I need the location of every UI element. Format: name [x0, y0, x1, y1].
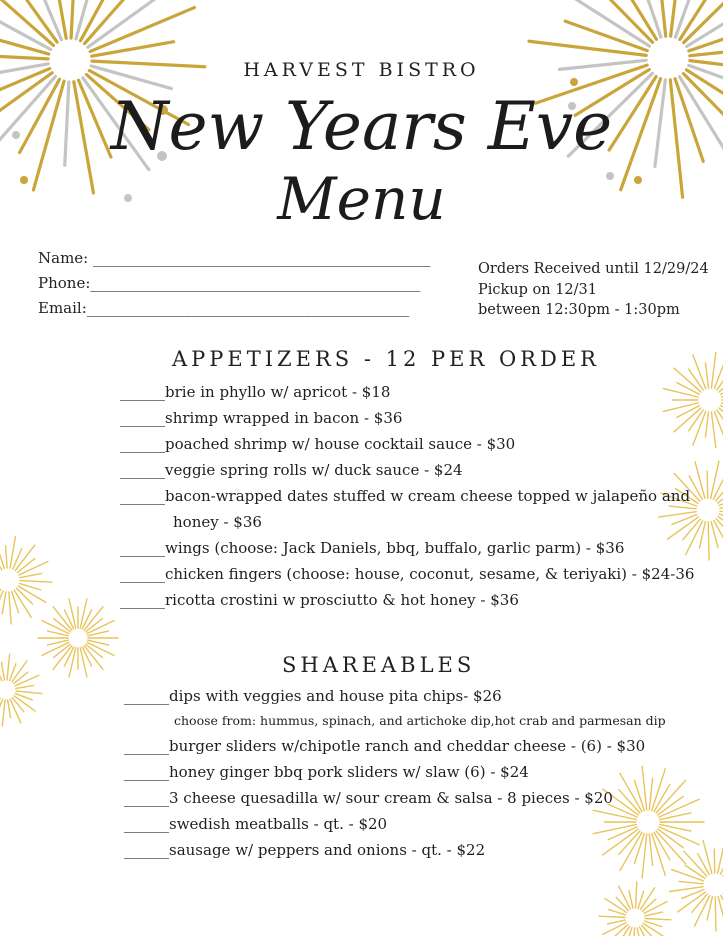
dip-options: choose from: hummus, spinach, and artichoke dip,hot crab and parmesan dip	[174, 713, 666, 728]
menu-item: ______dips with veggies and house pita chips- $26	[124, 687, 502, 705]
appetizers-heading: APPETIZERS - 12 PER ORDER	[172, 347, 600, 371]
shareables-heading: SHAREABLES	[282, 653, 476, 677]
menu-item: ______veggie spring rolls w/ duck sauce - $24	[120, 461, 463, 479]
menu-title-line1: New Years Eve	[110, 88, 613, 165]
firework-right-2	[659, 461, 723, 560]
menu-item: ______brie in phyllo w/ apricot - $18	[120, 383, 391, 401]
menu-item: ______shrimp wrapped in bacon - $36	[120, 409, 403, 427]
menu-item: ______wings (choose: Jack Daniels, bbq, buffalo, garlic parm) - $36	[120, 539, 625, 557]
menu-item: ______burger sliders w/chipotle ranch and cheddar cheese - (6) - $30	[124, 737, 646, 755]
menu-item-continued: honey - $36	[173, 513, 262, 531]
firework-left-3	[0, 654, 42, 726]
pickup-window: between 12:30pm - 1:30pm	[478, 302, 680, 318]
menu-item: ______poached shrimp w/ house cocktail sauce - $30	[120, 435, 516, 453]
firework-left-1	[0, 537, 52, 624]
menu-item: ______bacon-wrapped dates stuffed w cream cheese topped w jalapeño and	[120, 487, 691, 505]
menu-item: ______swedish meatballs - qt. - $20	[124, 815, 388, 833]
firework-left-2	[38, 599, 118, 677]
menu-item: ______ricotta crostini w prosciutto & hot honey - $36	[120, 591, 519, 609]
orders-deadline: Orders Received until 12/29/24	[478, 261, 709, 277]
restaurant-name: HARVEST BISTRO	[243, 59, 480, 81]
phone-field[interactable]: Phone:____________________________________________	[38, 274, 421, 292]
firework-bottom-right-1	[593, 766, 704, 877]
firework-right-1	[663, 352, 723, 447]
pickup-date: Pickup on 12/31	[478, 282, 597, 298]
name-field[interactable]: Name: _____________________________________________	[38, 249, 431, 267]
menu-item: ______3 cheese quesadilla w/ sour cream & salsa - 8 pieces - $20	[124, 789, 613, 807]
firework-bottom-right-3	[599, 882, 671, 936]
menu-item: ______sausage w/ peppers and onions - qt. - $22	[124, 841, 486, 859]
menu-item: ______chicken fingers (choose: house, coconut, sesame, & teriyaki) - $24-36	[120, 565, 695, 583]
email-field[interactable]: Email:___________________________________________	[38, 299, 410, 317]
menu-title-line2: Menu	[277, 165, 446, 233]
menu-item: ______honey ginger bbq pork sliders w/ slaw (6) - $24	[124, 763, 529, 781]
